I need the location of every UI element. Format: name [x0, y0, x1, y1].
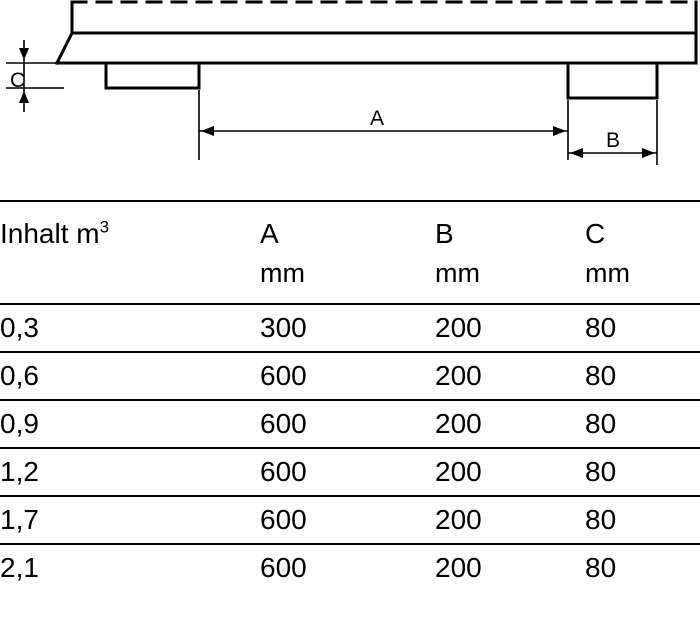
cell-c: 80 [585, 448, 700, 496]
cell-b: 200 [435, 496, 585, 544]
cell-a: 600 [260, 448, 435, 496]
dim-label-c: C [10, 69, 26, 92]
table-row [0, 496, 700, 544]
cell-b: 200 [435, 400, 585, 448]
table-row [0, 352, 700, 400]
b-arrow-right [642, 148, 655, 158]
table-row [0, 448, 700, 496]
header-cell-volume [0, 201, 260, 252]
header-cell-b: B [435, 201, 585, 252]
cell-b: 200 [435, 448, 585, 496]
dim-label-b: B [605, 129, 621, 152]
spec-table [0, 200, 700, 591]
dim-label-a: A [369, 107, 385, 130]
unit-cell-a: mm [260, 258, 305, 288]
cell-volume: 2,1 [0, 544, 260, 591]
cell-c: 80 [585, 400, 700, 448]
cell-volume: 0,6 [0, 352, 260, 400]
table-header-row [0, 201, 700, 252]
cell-c: 80 [585, 496, 700, 544]
body-left-slant [57, 33, 72, 63]
unit-cell-volume [0, 252, 260, 304]
c-arrow-down [19, 91, 29, 103]
technical-drawing [0, 0, 700, 200]
cell-a: 600 [260, 496, 435, 544]
header-volume-text: Inhalt m [0, 218, 100, 249]
a-arrow-right [553, 126, 566, 136]
table-row [0, 304, 700, 352]
cell-volume: 0,9 [0, 400, 260, 448]
cell-volume: 0,3 [0, 304, 260, 352]
c-arrow-up [19, 48, 29, 60]
cell-b: 200 [435, 352, 585, 400]
table-row [0, 400, 700, 448]
cell-a: 600 [260, 544, 435, 591]
a-arrow-left [201, 126, 214, 136]
header-volume-exponent: 3 [99, 217, 110, 237]
cell-c: 80 [585, 544, 700, 591]
unit-cell-c: mm [585, 258, 630, 288]
cell-a: 300 [260, 304, 435, 352]
cell-volume: 1,7 [0, 496, 260, 544]
cell-a: 600 [260, 352, 435, 400]
table-row [0, 544, 700, 591]
table-unit-row [0, 252, 700, 304]
cell-b: 200 [435, 304, 585, 352]
cell-c: 80 [585, 304, 700, 352]
unit-cell-b: mm [435, 258, 480, 288]
header-cell-c: C [585, 201, 700, 252]
cell-c: 80 [585, 352, 700, 400]
header-cell-a: A [260, 201, 435, 252]
b-arrow-left [570, 148, 583, 158]
spec-table-container [0, 200, 700, 591]
cell-volume: 1,2 [0, 448, 260, 496]
cell-a: 600 [260, 400, 435, 448]
cell-b: 200 [435, 544, 585, 591]
